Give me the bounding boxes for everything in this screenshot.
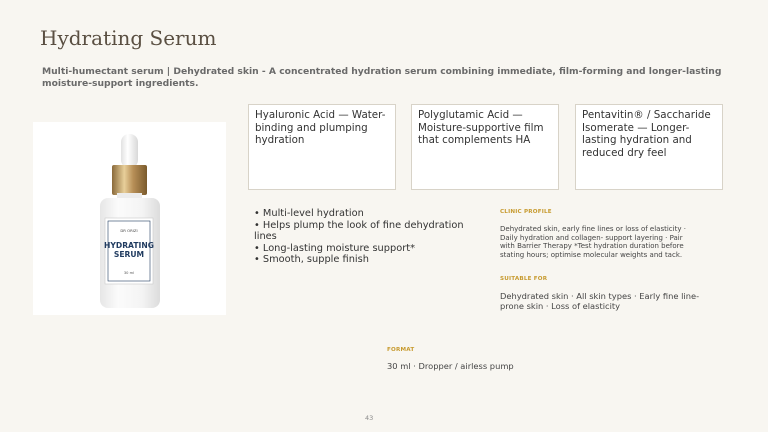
benefit-item: • Multi-level hydration bbox=[254, 208, 474, 220]
clinic-profile-text: Dehydrated skin, early fine lines or loss of elasticity · Daily hydration and collagen- support layering · Pair with Barrier Therapy *Test hydration duration before stating hours; optimise molecular weights and tack. bbox=[500, 225, 686, 259]
ingredient-card-hyaluronic-acid: Hyaluronic Acid — Water-binding and plumping hydration bbox=[248, 104, 396, 190]
benefits-list bbox=[254, 208, 474, 266]
suitable-for-text: Dehydrated skin · All skin types · Early fine line-prone skin · Loss of elasticity bbox=[500, 291, 700, 312]
bottle-name-line1: HYDRATING bbox=[104, 241, 154, 250]
page-subtitle: Multi-humectant serum | Dehydrated skin - A concentrated hydration serum combining immediate, film-forming and longer-lasting moisture-support ingredients. bbox=[42, 66, 722, 89]
ingredient-card-polyglutamic-acid: Polyglutamic Acid — Moisture-supportive film that complements HA bbox=[411, 104, 559, 190]
page-number: 43 bbox=[365, 414, 374, 422]
clinic-profile-label: CLINIC PROFILE bbox=[500, 209, 552, 215]
format-label: FORMAT bbox=[387, 347, 415, 353]
benefit-item: • Smooth, supple finish bbox=[254, 254, 474, 266]
serum-bottle-illustration bbox=[33, 122, 226, 315]
bottle-brand-text: DR ORIZI bbox=[120, 228, 138, 233]
format-text: 30 ml · Dropper / airless pump bbox=[387, 361, 514, 371]
suitable-for-label: SUITABLE FOR bbox=[500, 276, 548, 282]
product-image bbox=[33, 122, 226, 315]
page-title: Hydrating Serum bbox=[40, 26, 217, 50]
bottle-volume-text: 30 ml bbox=[123, 271, 135, 275]
bottle-name-line2: SERUM bbox=[113, 250, 145, 259]
benefit-item: • Long-lasting moisture support* bbox=[254, 243, 474, 255]
ingredient-card-pentavitin: Pentavitin® / Saccharide Isomerate — Longer-lasting hydration and reduced dry feel bbox=[575, 104, 723, 190]
benefit-item: • Helps plump the look of fine dehydration lines bbox=[254, 220, 474, 243]
